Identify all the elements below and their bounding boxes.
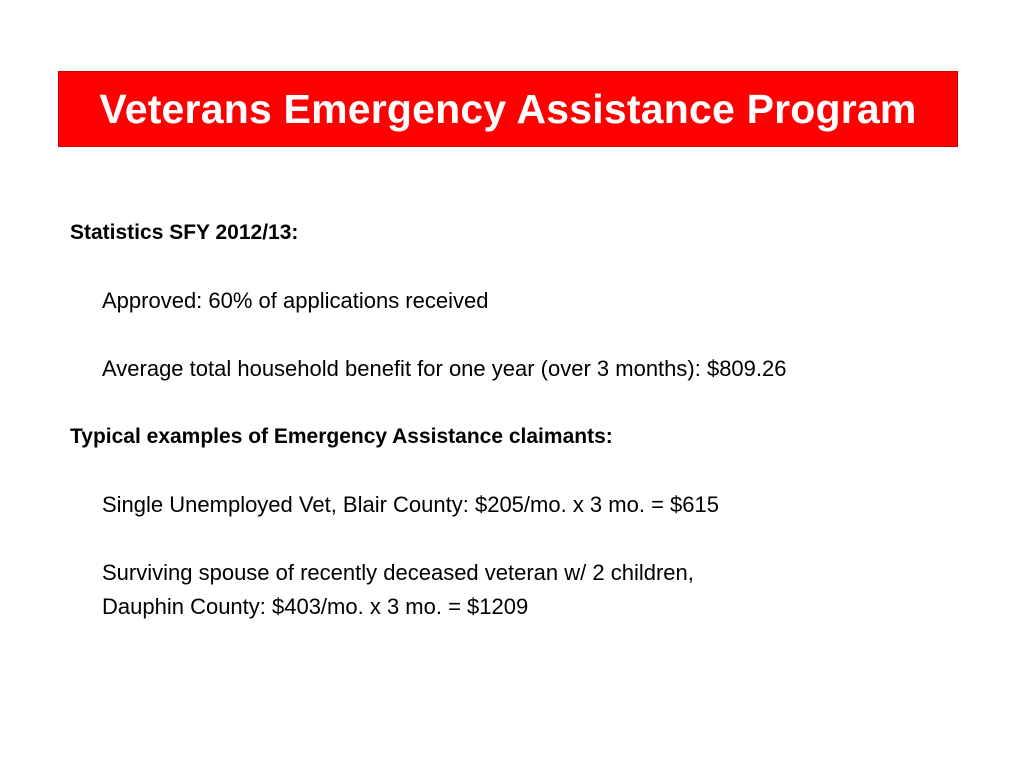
section-heading-examples: Typical examples of Emergency Assistance claimants: — [70, 425, 613, 448]
example-single-vet: Single Unemployed Vet, Blair County: $205/mo. x 3 mo. = $615 — [102, 492, 719, 517]
title-banner — [58, 71, 958, 147]
example-surviving-spouse-line2: Dauphin County: $403/mo. x 3 mo. = $1209 — [102, 594, 529, 619]
slide-title: Veterans Emergency Assistance Program — [99, 85, 917, 132]
example-surviving-spouse-line1: Surviving spouse of recently deceased veteran w/ 2 children, — [102, 560, 694, 585]
stat-approved: Approved: 60% of applications received — [102, 288, 489, 313]
stat-average-benefit: Average total household benefit for one year (over 3 months): $809.26 — [102, 356, 787, 381]
section-heading-statistics: Statistics SFY 2012/13: — [70, 221, 299, 244]
slide-body — [70, 216, 970, 624]
